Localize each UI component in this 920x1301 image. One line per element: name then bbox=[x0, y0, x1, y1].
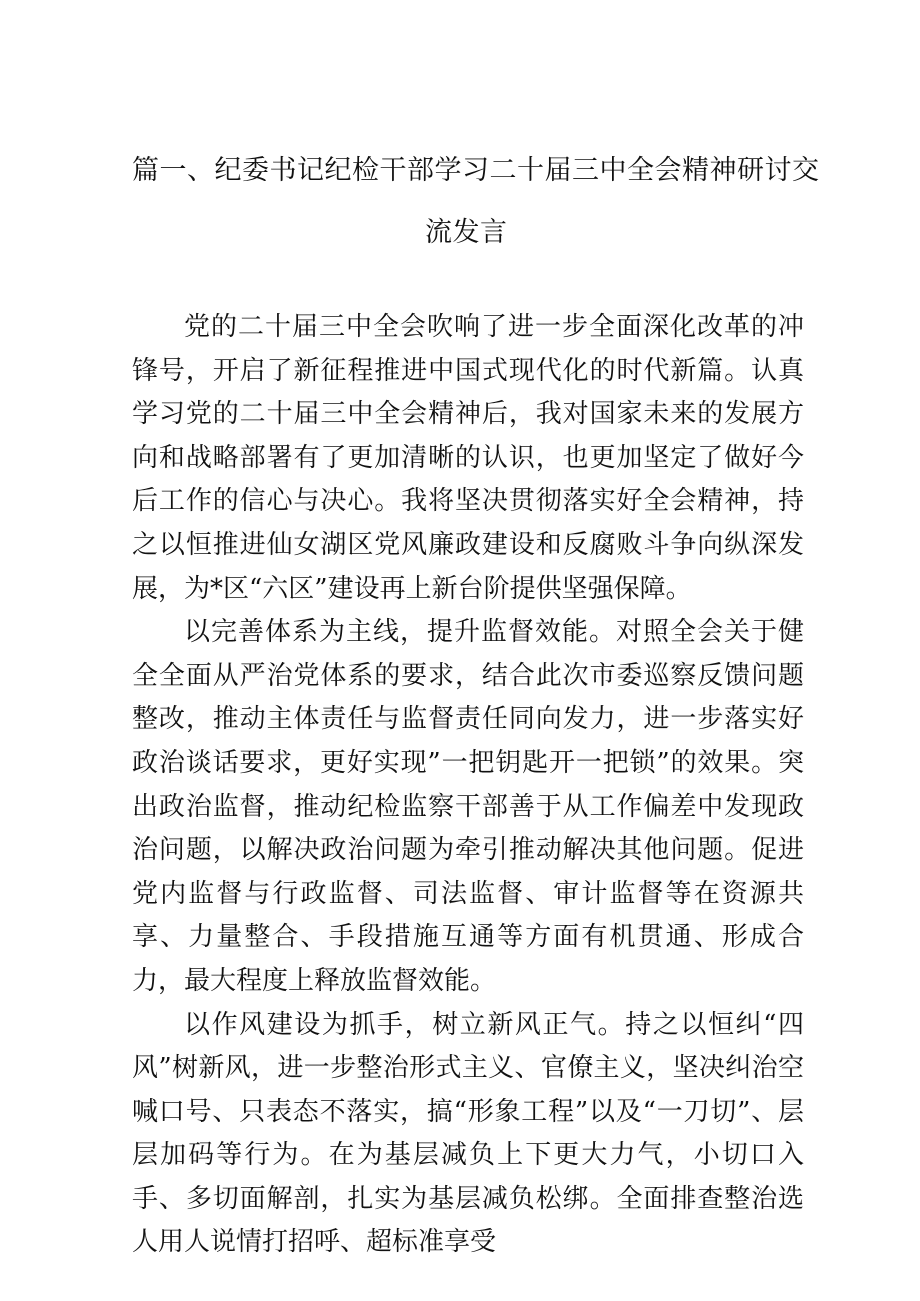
body-paragraph-2: 以完善体系为主线，提升监督效能。对照全会关于健全全面从严治党体系的要求，结合此次市委巡察反馈问题整改，推动主体责任与监督责任同向发力，进一步落实好政治谈话要求，更好实现”一把钥匙开一把锁”的效果。突出政治监督，推动纪检监察干部善于从工作偏差中发现政治问题，以解决政治问题为牵引推动解决其他问题。促进党内监督与行政监督、司法监督、审计监督等在资源共享、力量整合、手段措施互通等方面有机贯通、形成合力，最大程度上释放监督效能。 bbox=[132, 617, 804, 996]
body-paragraph-3: 以作风建设为抓手，树立新风正气。持之以恒纠“四风”树新风，进一步整治形式主义、官僚主义，坚决纠治空喊口号、只表态不落实，搞“形象工程”以及“一刀切”、层层加码等行为。在为基层减负上下更大力气，小切口入手、多切面解剖，扎实为基层减负松绑。全面排查整治选人用人说情打招呼、超标准享受 bbox=[132, 1009, 804, 1258]
document-title-line-2: 流发言 bbox=[425, 217, 508, 248]
document-body bbox=[132, 306, 804, 1265]
body-paragraph-1: 党的二十届三中全会吹响了进一步全面深化改革的冲锋号，开启了新征程推进中国式现代化的时代新篇。认真学习党的二十届三中全会精神后，我对国家未来的发展方向和战略部署有了更加清晰的认识，也更加坚定了做好今后工作的信心与决心。我将坚决贯彻落实好全会精神，持之以恒推进仙女湖区党风廉政建设和反腐败斗争向纵深发展，为*区“六区”建设再上新台阶提供坚强保障。 bbox=[132, 312, 804, 604]
document-title-line-1: 篇一、纪委书记纪检干部学习二十届三中全会精神研讨交 bbox=[132, 155, 820, 186]
